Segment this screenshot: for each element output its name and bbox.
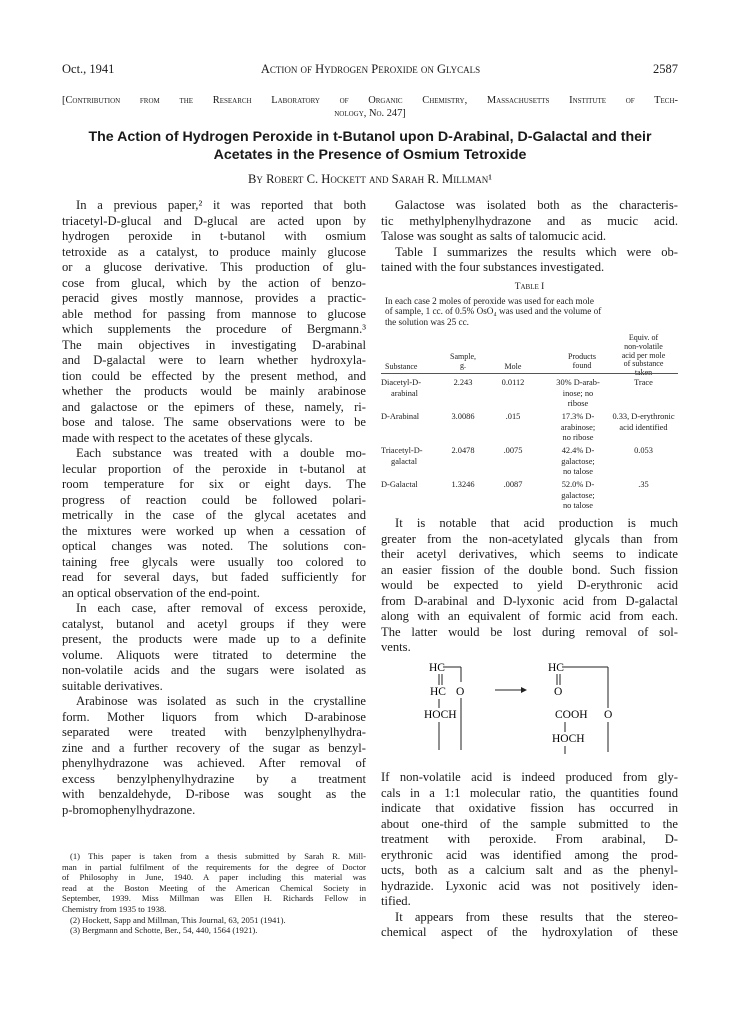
text-line: able method for passing from mannose to glucose <box>62 306 366 321</box>
text-line: Arabinose was isolated as such in the crystalline <box>76 694 366 708</box>
text-line: cals in a 1:1 molecular ratio, the quantities found <box>381 785 678 800</box>
contribution-line-2: nology, No. 247] <box>334 108 406 119</box>
table-cell-equiv <box>609 412 678 433</box>
table-cell-equiv <box>609 378 678 389</box>
table-cell-sample: 2.0478 <box>451 446 475 455</box>
text-line: tetroxide as a catalyst, to produce mainly glucose <box>62 244 366 259</box>
text-line: tion could be effected by the present method, and <box>62 368 366 383</box>
text-line: form. Mother liquors from which D-arabinose <box>62 709 366 724</box>
header-equiv-l4: of substance <box>623 359 664 369</box>
text-line: their acetyl derivatives, which seems to indicate <box>381 547 678 561</box>
text-line: (1) This paper is taken from a thesis submitted by Sarah R. Mill- <box>70 851 366 861</box>
header-equiv-l3: acid per mole <box>621 350 666 360</box>
table-title: Table I <box>514 282 545 292</box>
left-column-body <box>62 198 366 818</box>
text-line: The main objectives in investigating D-arabinal <box>62 337 366 352</box>
table-cell-line: galactose; <box>561 490 595 500</box>
right-column-discussion <box>381 516 678 656</box>
running-header-title: Action of Hydrogen Peroxide on Glycals <box>260 62 481 76</box>
table-caption <box>385 296 601 327</box>
text-line: chemical aspect of the hydroxylation of these <box>381 925 678 939</box>
table-caption-line-3: the solution was 25 cc. <box>385 316 469 327</box>
text-line: lecular proportion of the peroxide in t-butanol at <box>62 461 366 476</box>
header-products-l1: Products <box>568 352 596 361</box>
text-line: It is notable that acid production is much <box>395 516 678 530</box>
struct-right-cooh: COOH <box>555 709 588 721</box>
table-cell-sample: 3.0086 <box>451 412 475 421</box>
table-cell-substance <box>381 378 439 399</box>
text-line: (3) Bergmann and Schotte, Ber., 54, 440, 1564 (1921). <box>70 925 258 936</box>
text-line: from D-arabinal and D-lyxonic acid from D-galactal <box>381 593 678 608</box>
text-line: (2) Hockett, Sapp and Millman, This Journal, 63, 2051 (1941). <box>70 914 286 925</box>
text-line: read at the Boston Meeting of the American Chemical Society in <box>62 882 366 893</box>
text-line: peracid gives mostly mannose, provides a practic- <box>62 291 366 305</box>
table-cell-line: no talose <box>562 501 593 511</box>
table-cell-line: 30% D-arab- <box>556 378 600 387</box>
text-line: erythronic acid was identified among the prod- <box>381 847 678 862</box>
header-products-l2: found <box>572 360 592 370</box>
text-line: with benzaldehyde, D-ribose was sought as the <box>62 787 366 801</box>
text-line: made with respect to the acetates of these glycals. <box>62 430 313 445</box>
table-cell-products <box>547 412 609 444</box>
byline: By Robert C. Hockett and Sarah R. Millman¹ <box>248 172 492 186</box>
text-line: an easier fission of the double bond. Such fission <box>381 562 678 577</box>
table-cell-line: D-Arabinal <box>381 412 420 421</box>
header-substance: Substance <box>385 362 418 371</box>
text-line: excess benzylphenylhydrazine by a treatment <box>62 771 366 786</box>
table-cell-line: 0.33, D-erythronic <box>612 412 675 421</box>
table-cell-line: no ribose <box>562 433 594 443</box>
text-line: cose from glucal, which by the action of benzo- <box>62 275 366 290</box>
table-cell-mole: .0087 <box>503 480 523 489</box>
table-cell-line: arabinose; <box>560 422 596 432</box>
struct-right-hc: HC <box>548 662 564 674</box>
text-line: metrically in the case of the glycal acetates and <box>62 508 366 522</box>
table-cell-substance <box>381 480 439 491</box>
table-cell-mole: .0075 <box>503 446 523 455</box>
text-line: In each case, after removal of excess peroxide, <box>76 601 366 615</box>
text-line: room temperature for six or eight days. The <box>62 477 366 491</box>
table-cell-line: Diacetyl-D- <box>381 378 421 387</box>
struct-left-hc: HC <box>429 662 445 674</box>
text-line: and D-galactal were to learn whether hydroxyla- <box>62 353 366 367</box>
right-column-conclusion <box>381 770 678 941</box>
header-equiv <box>609 334 678 378</box>
text-line: ucts, both as a calcium salt and as the phenyl- <box>381 863 678 877</box>
table-cell-line: Triacetyl-D- <box>381 446 423 455</box>
text-line: taining free glycals were usually too colored to <box>62 554 366 569</box>
text-line: volume. Aliquots were titrated to determine the <box>62 647 366 662</box>
title-line-1: The Action of Hydrogen Peroxide in t-Butanol upon D-Arabinal, D-Galactal and their <box>88 129 652 145</box>
struct-right-o: O <box>554 686 563 698</box>
table-cell-products <box>547 378 609 410</box>
struct-right-o2: O <box>604 709 613 721</box>
table-caption-line-1: In each case 2 moles of peroxide was used for each mole <box>385 296 594 306</box>
table-cell-products <box>547 480 609 512</box>
text-line: Each substance was treated with a double mo- <box>76 446 366 460</box>
text-line: read for several days, but faded sufficiently for <box>62 570 366 584</box>
text-line: present, the products were made up to a definite <box>62 632 366 646</box>
page-number: 2587 <box>653 62 678 76</box>
text-line: bose and talose. The same observations were to be <box>62 415 366 429</box>
table-cell-mole: .015 <box>505 412 521 421</box>
reaction-arrow-head <box>521 687 527 693</box>
table-cell-line: inose; no <box>562 388 594 398</box>
table-cell-line: 52.0% D- <box>561 480 595 489</box>
text-line: It appears from these results that the stereo- <box>395 909 678 924</box>
text-line: greater from the non-acetylated glycals than from <box>381 531 678 546</box>
table-cell-line: 42.4% D- <box>561 446 595 455</box>
text-line: separated were treated with benzylphenylhydra- <box>62 725 366 739</box>
text-line: Talose was sought as salts of talomucic acid. <box>381 229 607 243</box>
struct-left-o: O <box>456 686 465 698</box>
table-cell-equiv <box>609 446 678 457</box>
table-cell-sample: 2.243 <box>453 378 473 387</box>
running-header-left: Oct., 1941 <box>62 62 115 76</box>
header-sample <box>441 353 485 371</box>
table-cell-mole: 0.0112 <box>501 378 525 387</box>
text-line: whether the products would be mainly arabinose <box>62 384 366 398</box>
text-line: non-volatile acids and the sugars were isolated as <box>62 663 366 677</box>
text-line: tic methylphenylhydrazone and as mucic acid. <box>381 213 678 228</box>
struct-left-hoch: HOCH <box>424 709 457 721</box>
table-cell-equiv <box>609 480 678 491</box>
table-cell-products <box>547 446 609 478</box>
table-caption-line-2: of sample, 1 cc. of 0.5% OsO₄ was used and the volume of <box>385 306 602 317</box>
text-line: triacetyl-D-glucal and D-glucal are acted upon by <box>62 213 366 228</box>
table-cell-line: galactal <box>391 456 418 466</box>
text-line: an optical observation of the end-point. <box>62 585 260 600</box>
header-equiv-l2: non-volatile <box>624 341 663 351</box>
header-sample-l1: Sample, <box>450 352 476 361</box>
title-line-2: Acetates in the Presence of Osmium Tetroxide <box>213 146 527 163</box>
text-line: the mixtures were worked up when a cessation of <box>62 523 366 538</box>
table-header-rule <box>381 373 678 374</box>
text-line: of Philosophy in June, 1940. A paper including this material was <box>62 872 366 883</box>
text-line: If non-volatile acid is indeed produced from gly- <box>381 770 678 784</box>
header-equiv-l5: taken <box>634 368 653 378</box>
table-cell-substance <box>381 446 439 467</box>
table-cell-sample: 1.3246 <box>451 480 475 489</box>
table-cell-line: galactose; <box>561 456 595 466</box>
text-line: The latter would be lost during removal of sol- <box>381 624 678 639</box>
text-line: which supplements the procedure of Bergmann.³ <box>62 322 366 336</box>
text-line: catalyst, butanol and acetyl groups if they were <box>62 616 366 631</box>
table-cell-line: no talose <box>562 467 593 477</box>
text-line: optical changes was noted. The solutions con- <box>62 539 366 553</box>
table-cell-line: acid identified <box>619 422 668 432</box>
text-line: about one-third of the sample submitted to the <box>381 816 678 831</box>
footnotes <box>62 851 366 936</box>
glycal-fission-diagram <box>381 656 678 756</box>
text-line: p-bromophenylhydrazone. <box>62 802 196 817</box>
text-line: hydrazide. Lyxonic acid was not positively iden- <box>381 878 678 893</box>
text-line: zine and a further recovery of the sugar as benzyl- <box>62 740 366 755</box>
text-line: or a glucose derivative. This production of glu- <box>62 260 366 274</box>
right-column-intro <box>381 198 678 276</box>
paper-title <box>62 129 678 164</box>
text-line: progress of reaction could be followed polari- <box>62 492 366 507</box>
table-cell-line: arabinal <box>391 388 418 398</box>
header-products <box>553 353 611 371</box>
text-line: In a previous paper,² it was reported that both <box>76 198 366 212</box>
text-line: September, 1939. Miss Millman was Ellen H. Richards Fellow in <box>62 893 366 904</box>
text-line: Table I summarizes the results which were ob- <box>395 244 678 259</box>
table-cell-substance <box>381 412 439 423</box>
text-line: suitable derivatives. <box>62 678 163 693</box>
text-line: tained with the four substances investigated. <box>381 260 605 274</box>
table-cell-line: 0.053 <box>634 446 653 455</box>
table-cell-line: .35 <box>638 480 649 489</box>
text-line: vents. <box>381 640 411 654</box>
table-cell-line: D-Galactal <box>381 480 418 489</box>
text-line: phenylhydrazone was achieved. After removal of <box>62 756 366 770</box>
text-line: hydrogen peroxide in t-butanol with osmium <box>62 229 366 243</box>
text-line: along with an equivalent of formic acid from each. <box>381 609 678 623</box>
text-line: indicate that oxidative fission has occurred in <box>381 801 678 815</box>
header-sample-l2: g. <box>460 360 466 370</box>
struct-left-hc2: HC <box>430 686 446 698</box>
struct-right-hoch: HOCH <box>552 733 585 745</box>
contribution-line-1: [Contribution from the Research Laboratory of Organic Chemistry, Massachusetts Institute of Tech- <box>62 95 678 106</box>
text-line: Galactose was isolated both as the characteris- <box>395 198 678 212</box>
table-cell-line: ribose <box>567 399 589 409</box>
table-1 <box>381 282 678 512</box>
text-line: Chemistry from 1935 to 1938. <box>62 903 167 914</box>
text-line: man in partial fulfilment of the requirements for the degree of Doctor <box>62 861 366 872</box>
text-line: would be expected to yield D-erythronic acid <box>381 578 678 592</box>
header-equiv-l1: Equiv. of <box>628 333 659 342</box>
contribution-note <box>62 94 678 120</box>
header-mole: Mole <box>504 362 522 371</box>
table-cell-line: 17.3% D- <box>561 412 595 421</box>
table-cell-line: Trace <box>634 378 653 387</box>
text-line: tified. <box>381 894 411 908</box>
text-line: and galactose or the epimers of these, namely, ri- <box>62 399 366 414</box>
text-line: treatment with peroxide. From arabinal, D- <box>381 832 678 846</box>
